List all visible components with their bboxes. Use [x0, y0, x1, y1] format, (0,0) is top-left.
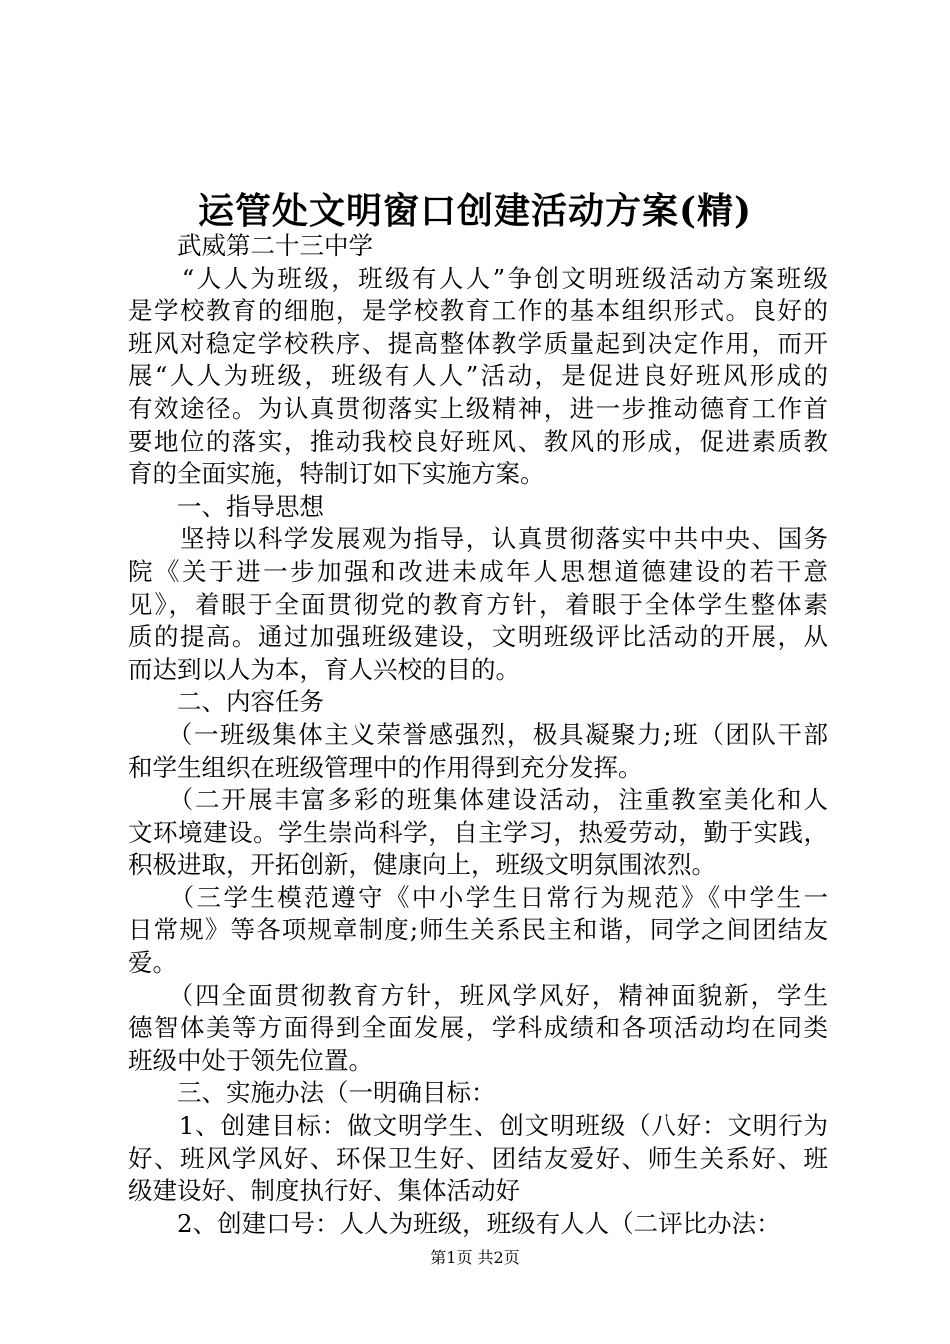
text-line: 一、指导思想	[128, 491, 324, 521]
text-line: 1、创建目标：做文明学生、创文明班级（八好：文明行为	[128, 1111, 828, 1141]
text-line: 二、内容任务	[128, 687, 324, 717]
text-line: 而达到以人为本，育人兴校的目的。	[128, 654, 520, 684]
text-line: 见》，着眼于全面贯彻党的教育方针，着眼于全体学生整体素	[128, 589, 828, 619]
text-line: 文环境建设。学生崇尚科学，自主学习，热爱劳动，勤于实践，	[128, 817, 828, 847]
text-line: 2、创建口号：人人为班级，班级有人人（二评比办法：	[128, 1208, 781, 1238]
text-line: 德智体美等方面得到全面发展，学科成绩和各项活动均在同类	[128, 1013, 828, 1043]
text-line: 展“人人为班级，班级有人人”活动，是促进良好班风形成的	[128, 361, 828, 391]
text-line: （三学生模范遵守《中小学生日常行为规范》《中学生一	[128, 882, 828, 912]
text-line: （二开展丰富多彩的班集体建设活动，注重教室美化和人	[128, 785, 828, 815]
text-line: 日常规》等各项规章制度;师生关系民主和谐，同学之间团结友	[128, 915, 828, 945]
text-line: 积极进取，开拓创新，健康向上，班级文明氛围浓烈。	[128, 850, 716, 880]
text-line: （四全面贯彻教育方针，班风学风好，精神面貌新，学生	[128, 980, 828, 1010]
text-line: 级建设好、制度执行好、集体活动好	[128, 1176, 520, 1206]
text-line: 班级中处于领先位置。	[128, 1045, 373, 1075]
document-body	[128, 230, 828, 1240]
text-line: 和学生组织在班级管理中的作用得到充分发挥。	[128, 752, 643, 782]
text-line: 班风对稳定学校秩序、提高整体教学质量起到决定作用，而开	[128, 328, 828, 358]
text-line: 武威第二十三中学	[128, 231, 373, 260]
page-footer: 第1页 共2页	[430, 1248, 520, 1267]
text-line: 好、班风学风好、环保卫生好、团结友爱好、师生关系好、班	[128, 1143, 828, 1173]
text-line: 爱。	[128, 948, 177, 978]
text-line: 坚持以科学发展观为指导，认真贯彻落实中共中央、国务	[128, 524, 828, 554]
document-title: 运管处文明窗口创建活动方案(精)	[197, 190, 753, 232]
text-line: 要地位的落实，推动我校良好班风、教风的形成，促进素质教	[128, 426, 828, 456]
text-line: 院《关于进一步加强和改进未成年人思想道德建设的若干意	[128, 556, 828, 586]
text-line: 质的提高。通过加强班级建设，文明班级评比活动的开展，从	[128, 622, 828, 652]
text-line: 是学校教育的细胞，是学校教育工作的基本组织形式。良好的	[128, 296, 828, 326]
text-line: （一班级集体主义荣誉感强烈，极具凝聚力;班（团队干部	[128, 719, 828, 749]
text-line: “人人为班级，班级有人人”争创文明班级活动方案班级	[128, 263, 828, 293]
text-line: 三、实施办法（一明确目标：	[128, 1078, 496, 1108]
text-line: 育的全面实施，特制订如下实施方案。	[128, 459, 545, 489]
text-line: 有效途径。为认真贯彻落实上级精神，进一步推动德育工作首	[128, 393, 828, 423]
